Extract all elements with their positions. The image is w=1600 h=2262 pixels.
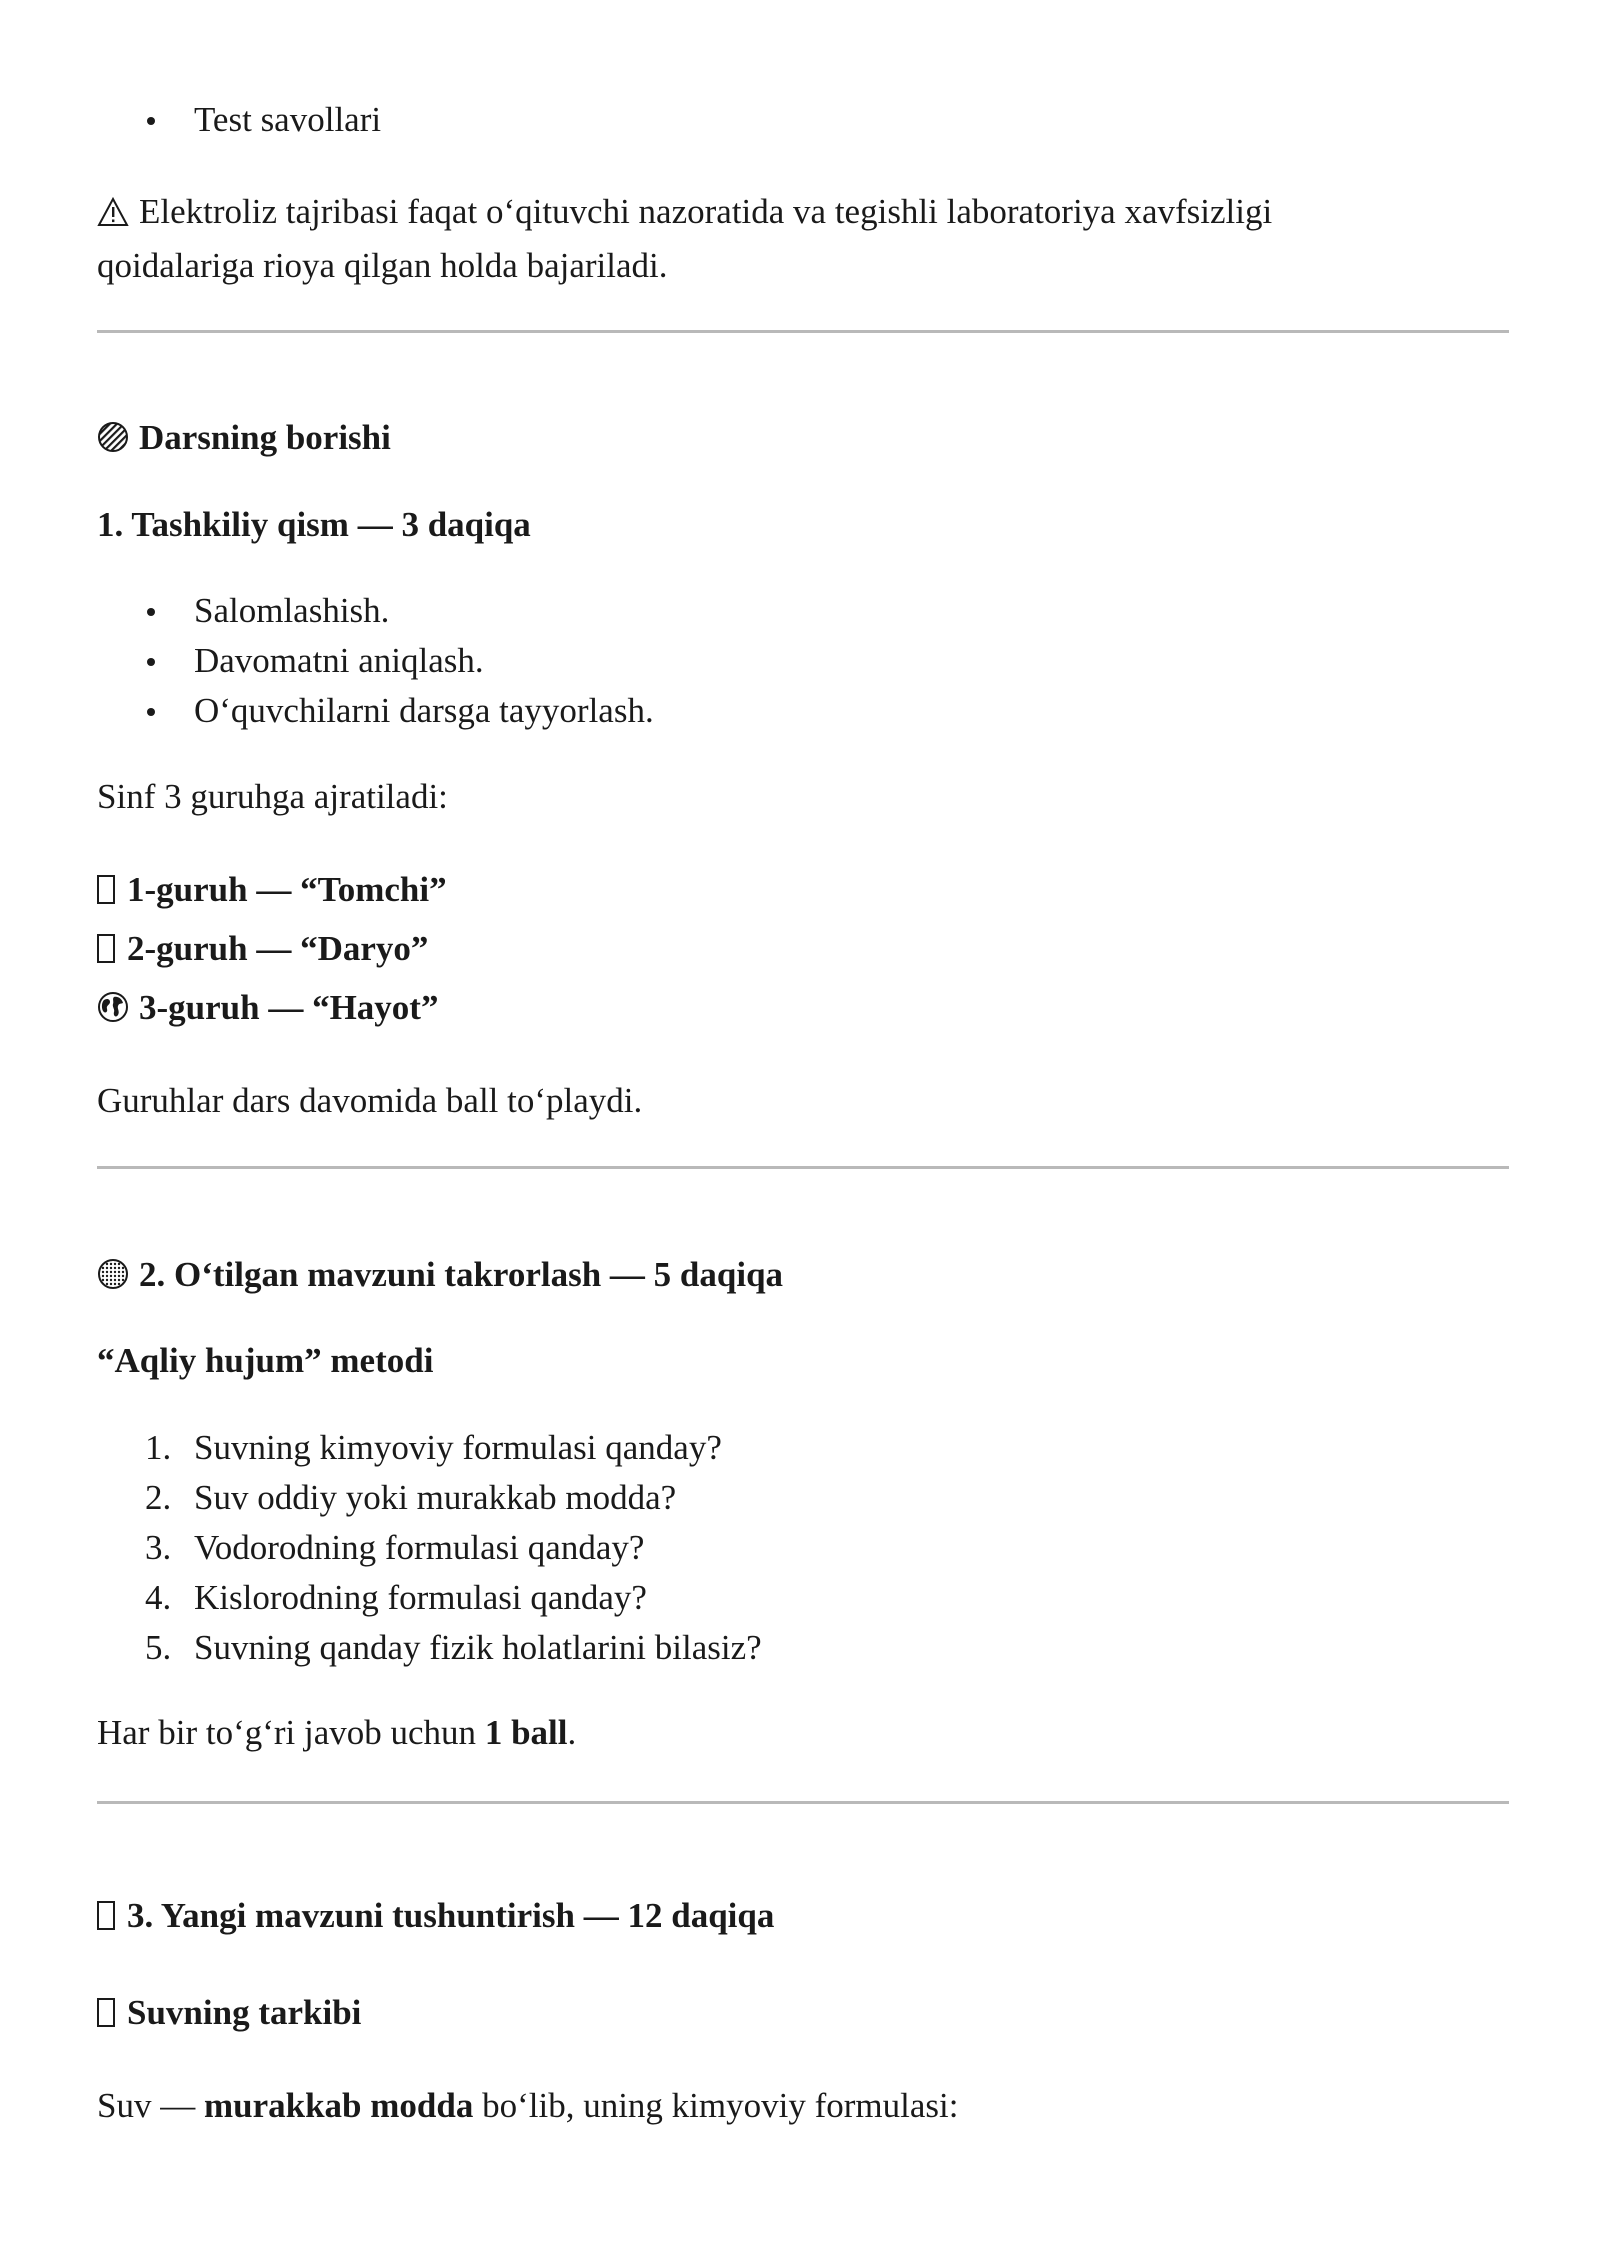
- step-heading: 1. Tashkiliy qism — 3 daqiqa: [97, 505, 531, 544]
- divider: [97, 1166, 1509, 1169]
- section-heading-progress: Darsning borishi: [97, 413, 1509, 467]
- list-item: 3. Vodorodning formulasi qanday?: [145, 1528, 645, 1567]
- missing-glyph-box-icon: [97, 1901, 115, 1930]
- section-heading-new-topic: 3. Yangi mavzuni tushuntirish — 12 daqiqa: [97, 1891, 1509, 1941]
- section-heading-review: 2. O‘tilgan mavzuni takrorlash — 5 daqiqa: [97, 1250, 1509, 1304]
- subheading: Suvning tarkibi: [97, 1988, 1509, 2038]
- intro-list: [97, 95, 1509, 145]
- scoring-note: Har bir to‘g‘ri javob uchun 1 ball.: [97, 1713, 577, 1752]
- missing-glyph-box-icon: [97, 934, 115, 963]
- list-item: 1. Suvning kimyoviy formulasi qanday?: [145, 1428, 722, 1467]
- group-line: 3-guruh — “Hayot”: [97, 983, 1509, 1037]
- body-paragraph: Suv — murakkab modda bo‘lib, uning kimyoviy formulasi:: [97, 2086, 959, 2125]
- group-line: 1-guruh — “Tomchi”: [97, 865, 1509, 915]
- groups-intro: Sinf 3 guruhga ajratiladi:: [97, 777, 448, 816]
- group-line: 2-guruh — “Daryo”: [97, 924, 1509, 974]
- list-item: Davomatni aniqlash.: [97, 636, 1509, 686]
- missing-glyph-box-icon: [97, 1998, 115, 2027]
- list-item: Test savollari: [97, 95, 1509, 145]
- list-item: O‘quvchilarni darsga tayyorlash.: [97, 686, 1509, 736]
- question-list: [97, 1423, 1509, 1673]
- list-item: 2. Suv oddiy yoki murakkab modda?: [145, 1478, 677, 1517]
- list-item: Salomlashish.: [97, 586, 1509, 636]
- warning-paragraph: Elektroliz tajribasi faqat o‘qituvchi nazoratida va tegishli laboratoriya xavfsizligi qoidalariga rioya qilgan holda bajariladi.: [97, 192, 1273, 285]
- warning-icon: [97, 191, 129, 241]
- list-item: 5. Suvning qanday fizik holatlarini bilasiz?: [145, 1628, 762, 1667]
- step1-list: [97, 586, 1509, 736]
- missing-glyph-box-icon: [97, 875, 115, 904]
- groups-note: Guruhlar dars davomida ball to‘playdi.: [97, 1081, 643, 1120]
- divider: [97, 330, 1509, 333]
- method-heading: “Aqliy hujum” metodi: [97, 1341, 434, 1380]
- divider: [97, 1801, 1509, 1804]
- globe-icon: [97, 987, 129, 1037]
- striped-circle-icon: [97, 417, 129, 467]
- dotted-circle-icon: [97, 1254, 129, 1304]
- list-item: 4. Kislorodning formulasi qanday?: [145, 1578, 647, 1617]
